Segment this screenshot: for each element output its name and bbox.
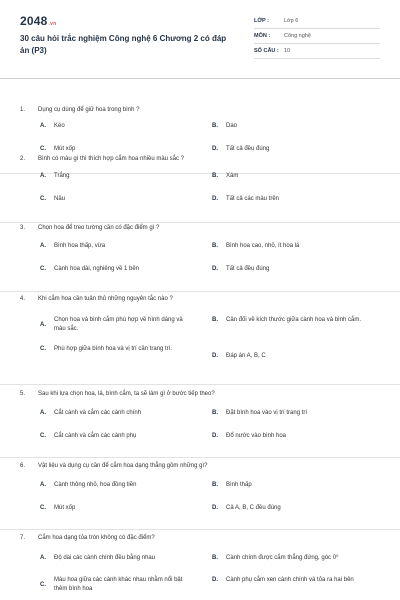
- question-stem: [20, 293, 173, 305]
- option-d[interactable]: [212, 576, 382, 585]
- meta-subject-value: Công nghệ: [284, 33, 311, 39]
- option-d[interactable]: [212, 195, 279, 204]
- question-number: 4.: [20, 296, 26, 302]
- option-label: A.: [40, 410, 46, 417]
- option-label: D.: [212, 353, 218, 360]
- option-c[interactable]: [40, 265, 139, 274]
- option-label: C.: [40, 505, 46, 512]
- option-text: Dao: [226, 123, 238, 129]
- option-a[interactable]: [40, 409, 141, 418]
- option-label: D.: [212, 266, 218, 273]
- option-a[interactable]: [40, 554, 155, 563]
- worksheet-header: [0, 0, 400, 72]
- option-label: A.: [40, 243, 46, 250]
- question-number: 5.: [20, 391, 26, 397]
- option-label: A.: [40, 123, 46, 130]
- document-title: 30 câu hỏi trắc nghiệm Công nghệ 6 Chương 2 có đáp án (P3): [20, 34, 227, 55]
- option-text: Tất cả đều đúng: [226, 146, 270, 152]
- option-label: D.: [212, 505, 218, 512]
- question-stem: [20, 104, 139, 116]
- meta-grade-value: Lớp 6: [284, 18, 299, 24]
- question-text: Chọn hoa để treo tường cần có đặc điểm gì ?: [38, 225, 160, 231]
- question-stem: [20, 388, 215, 400]
- question-item: [0, 388, 400, 458]
- option-text: Tất cả các màu trên: [226, 196, 280, 202]
- meta-info-box: [254, 14, 380, 59]
- option-label: A.: [40, 173, 46, 180]
- question-number: 2.: [20, 156, 26, 162]
- option-text: Phù hợp giữa bình hoa và vị trí cần trang trí.: [54, 346, 173, 352]
- option-a[interactable]: [40, 481, 136, 490]
- option-label: B.: [212, 317, 218, 324]
- meta-subject-label: MÔN :: [254, 33, 271, 39]
- option-label: D.: [212, 577, 218, 584]
- question-text: Dụng cụ dùng để giữ hoa trong bình ?: [38, 107, 140, 113]
- option-label: A.: [40, 482, 46, 489]
- option-label: D.: [212, 433, 218, 440]
- option-c[interactable]: [40, 504, 75, 513]
- option-text: Nâu: [54, 196, 66, 202]
- option-d[interactable]: [212, 352, 266, 361]
- meta-grade-row: [254, 14, 380, 29]
- option-text: Cành hoa dài, nghiêng về 1 bên: [54, 266, 140, 272]
- question-item: [0, 222, 400, 292]
- option-text: Mút xốp: [54, 146, 76, 152]
- option-text: Cắt cành và cắm các cành chính: [54, 410, 142, 416]
- option-text: Kéo: [54, 123, 65, 129]
- meta-subject-row: [254, 29, 380, 44]
- option-label: C.: [40, 581, 46, 588]
- option-label: C.: [40, 433, 46, 440]
- option-text: Trắng: [54, 173, 70, 179]
- option-label: B.: [212, 173, 218, 180]
- option-text: Đáp án A, B, C: [226, 353, 266, 359]
- meta-grade-label: LỚP :: [254, 18, 269, 24]
- option-b[interactable]: [212, 316, 372, 325]
- header-divider: [0, 78, 400, 79]
- option-text: Cành thông nhỏ, hoa đồng tiền: [54, 482, 137, 488]
- question-item: [0, 293, 400, 385]
- option-label: B.: [212, 410, 218, 417]
- meta-count-row: [254, 44, 380, 59]
- option-label: C.: [40, 196, 46, 203]
- option-text: Chọn hoa và bình cắm phù hợp về hình dáng và màu sắc.: [54, 317, 183, 332]
- option-label: C.: [40, 266, 46, 273]
- option-text: Cành phụ cắm xen cành chính và tỏa ra hai bên: [226, 577, 354, 583]
- question-number: 3.: [20, 225, 26, 231]
- option-c[interactable]: [40, 195, 65, 204]
- meta-count-label: SỐ CÂU :: [254, 48, 279, 54]
- option-b[interactable]: [212, 172, 238, 181]
- question-item: [0, 153, 400, 223]
- option-label: A.: [40, 321, 46, 328]
- option-text: Độ dài các cành chính đều bằng nhau: [54, 555, 156, 561]
- question-stem: [20, 460, 207, 472]
- option-d[interactable]: [212, 265, 269, 274]
- option-text: Mút xốp: [54, 505, 76, 511]
- option-label: C.: [40, 146, 46, 153]
- option-label: D.: [212, 146, 218, 153]
- option-label: B.: [212, 123, 218, 130]
- option-text: Xám: [226, 173, 239, 179]
- option-label: D.: [212, 196, 218, 203]
- option-c[interactable]: [40, 576, 200, 593]
- option-b[interactable]: [212, 409, 307, 418]
- logo-suffix: .vn: [48, 21, 57, 27]
- question-text: Khi cắm hoa cần tuân thủ những nguyên tắc nào ?: [38, 296, 173, 302]
- option-d[interactable]: [212, 432, 286, 441]
- question-number: 7.: [20, 535, 26, 541]
- option-label: B.: [212, 243, 218, 250]
- option-text: Cành chính được cắm thẳng đứng, góc 0⁰: [226, 555, 339, 561]
- option-text: Cắt cành và cắm các cành phụ: [54, 433, 137, 439]
- option-c[interactable]: [40, 432, 136, 441]
- option-b[interactable]: [212, 242, 299, 251]
- option-text: Màu hoa giữa các cành khác nhau nhằm nổi bật thêm bình hoa: [54, 577, 183, 592]
- option-b[interactable]: [212, 554, 338, 563]
- option-b[interactable]: [212, 481, 252, 490]
- option-label: C.: [40, 346, 46, 353]
- question-stem: [20, 153, 184, 165]
- question-number: 1.: [20, 107, 26, 113]
- option-text: Cả A, B, C đều đúng: [226, 505, 281, 511]
- question-number: 6.: [20, 463, 26, 469]
- option-label: B.: [212, 482, 218, 489]
- option-label: B.: [212, 555, 218, 562]
- option-text: Bình hoa thấp, vừa: [54, 243, 106, 249]
- option-a[interactable]: [40, 242, 105, 251]
- site-logo[interactable]: [20, 14, 56, 28]
- option-text: Cân đối về kích thước giữa cành hoa và bình cắm.: [226, 317, 362, 323]
- question-item: [0, 532, 400, 600]
- question-item: [0, 460, 400, 530]
- logo-main: 2048: [20, 14, 48, 28]
- question-text: Cắm hoa dạng tỏa tròn không có đặc điểm?: [38, 535, 155, 541]
- option-text: Bình thấp: [226, 482, 252, 488]
- option-text: Đổ nước vào bình hoa: [226, 433, 286, 439]
- option-a[interactable]: [40, 316, 200, 333]
- option-text: Bình hoa cao, nhỏ, ít hoa lá: [226, 243, 300, 249]
- question-text: Sau khi lựa chọn hoa, lá, bình cắm, ta sẽ làm gì ở bước tiếp theo?: [38, 391, 215, 397]
- option-text: Tất cả đều đúng: [226, 266, 270, 272]
- option-b[interactable]: [212, 122, 237, 131]
- question-stem: [20, 532, 155, 544]
- question-text: Bình có màu gì thì thích hợp cắm hoa nhiều màu sắc ?: [38, 156, 185, 162]
- option-c[interactable]: [40, 345, 200, 354]
- option-a[interactable]: [40, 122, 65, 131]
- option-text: Đặt bình hoa vào vị trí trang trí: [226, 410, 308, 416]
- option-label: A.: [40, 555, 46, 562]
- meta-count-value: 10: [284, 48, 291, 54]
- question-text: Vật liệu và dụng cụ cần để cắm hoa dạng thẳng gồm những gì?: [38, 463, 208, 469]
- option-d[interactable]: [212, 504, 281, 513]
- question-stem: [20, 222, 159, 234]
- option-a[interactable]: [40, 172, 69, 181]
